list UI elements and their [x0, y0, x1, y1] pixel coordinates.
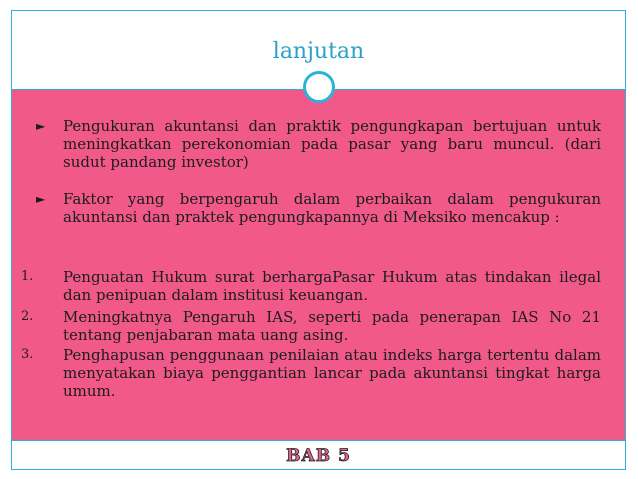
numbered-text-1: Penguatan Hukum surat berhargaPasar Hukum atas tindakan ilegal dan penipuan dalam institusi keuangan.	[63, 268, 601, 304]
bullet-text-1: Pengukuran akuntansi dan praktik pengungkapan bertujuan untuk meningkatkan perekonomian pada pasar yang baru muncul. (dari sudut pandang investor)	[63, 117, 601, 171]
numbered-text-2: Meningkatnya Pengaruh IAS, seperti pada penerapan IAS No 21 tentang penjabaran mata uang asing.	[63, 308, 601, 344]
bullet-text-2: Faktor yang berpengaruh dalam perbaikan dalam pengukuran akuntansi dan praktek pengungkapannya di Meksiko mencakup :	[63, 190, 601, 226]
footer-area	[12, 441, 625, 469]
number-marker-1: 1.	[21, 269, 34, 284]
bullet-arrow-icon: ►	[36, 119, 46, 133]
bullet-arrow-icon: ►	[36, 192, 46, 206]
numbered-text-3: Penghapusan penggunaan penilaian atau indeks harga tertentu dalam menyatakan biaya penggantian lancar pada akuntansi tingkat harga umum.	[63, 346, 601, 400]
circle-ornament-icon	[303, 71, 335, 103]
number-marker-3: 3.	[21, 347, 34, 362]
content-area	[12, 90, 625, 440]
slide-title: lanjutan	[272, 39, 365, 64]
chapter-label: BAB 5	[286, 446, 351, 466]
number-marker-2: 2.	[21, 309, 34, 324]
